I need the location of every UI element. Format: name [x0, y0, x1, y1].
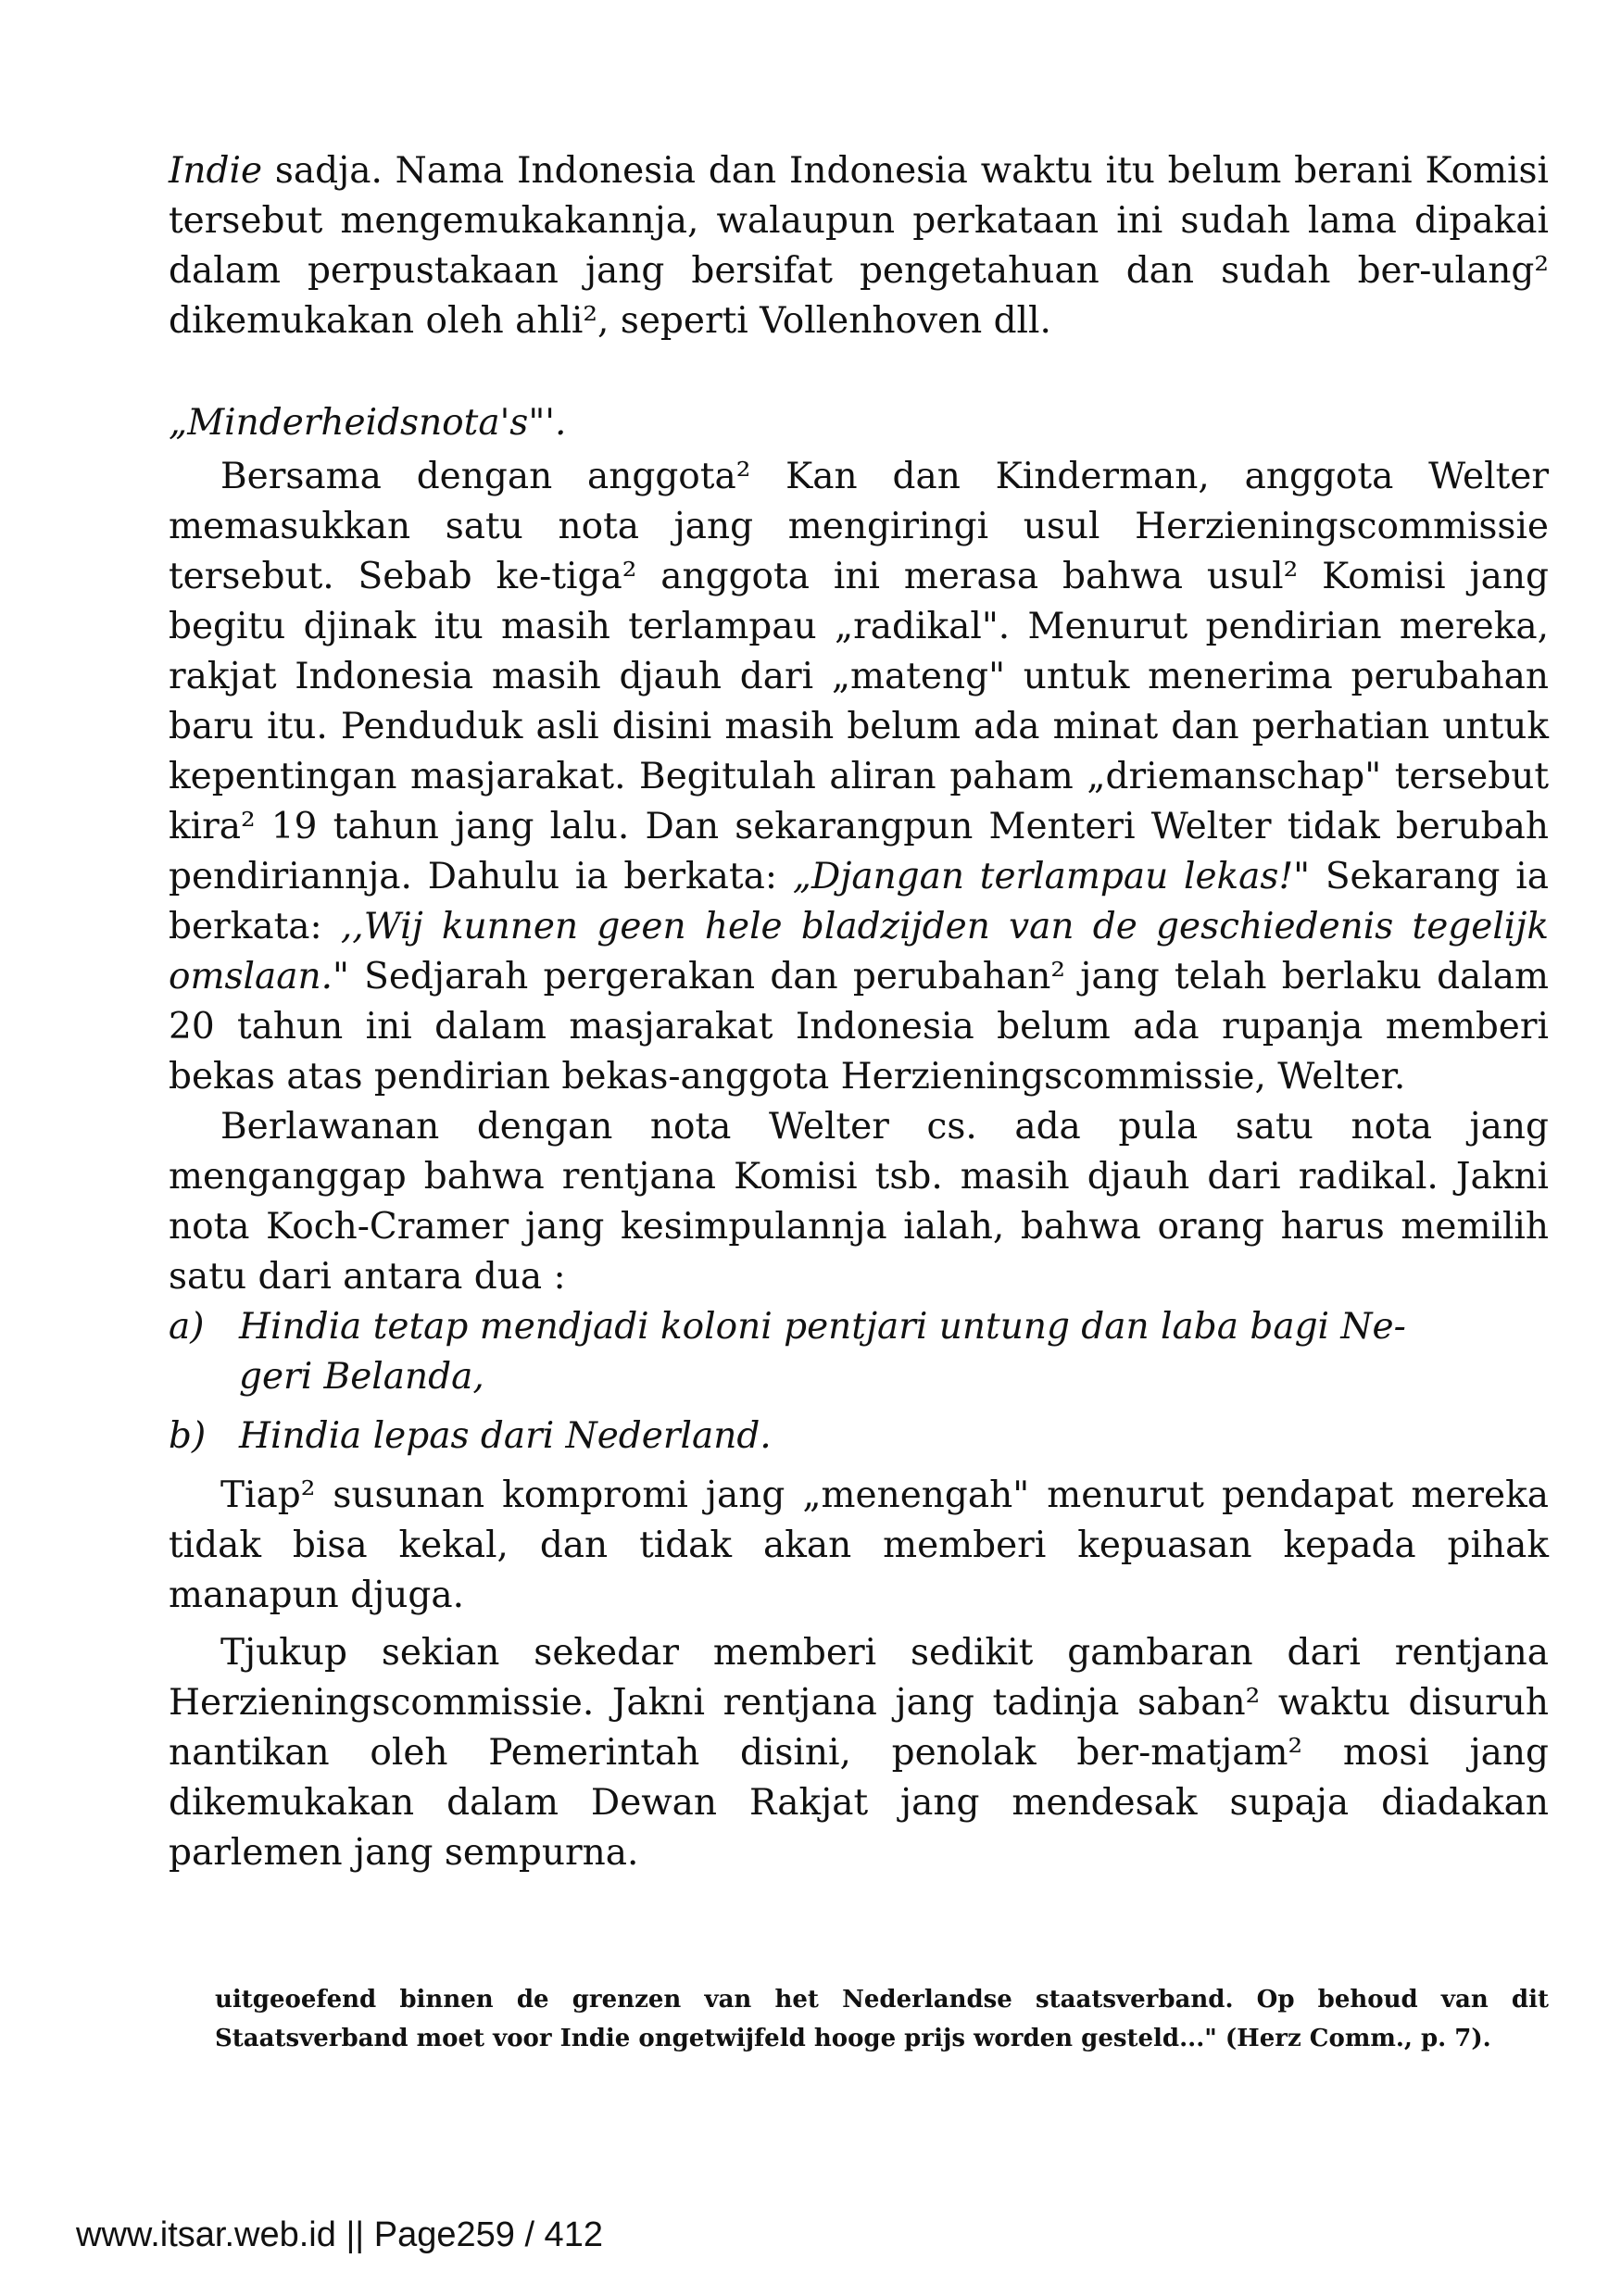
paragraph-2-tail: " Sedjarah pergerakan dan perubahan² jang telah berlaku dalam 20 tahun ini dalam masjarakat Indonesia belum ada rupanja memberi bekas atas pendirian bekas-anggota Herzieningscommissie, Welter.: [169, 956, 1549, 1098]
paragraph-4: Tiap² susunan kompromi jang „menengah" menurut pendapat mereka tidak bisa kekal, dan tidak akan memberi kepuasan kepada pihak manapun djuga.: [169, 1474, 1549, 1616]
list-content: [239, 1411, 1406, 1462]
paragraph-2: [169, 452, 1549, 1102]
page-footer: www.itsar.web.id || Page259 / 412: [76, 2215, 603, 2254]
section-heading: „Minderheidsnota's"'.: [169, 402, 567, 444]
paragraph-2-text: Bersama dengan anggota² Kan dan Kinderman, anggota Welter memasukkan satu nota jang mengiringi usul Herzieningscommissie tersebut. Sebab ke-tiga² anggota ini merasa bahwa usul² Komisi jang begitu djinak itu masih terlampau „radikal". Menurut pendirian mereka, rakjat Indonesia masih djauh dari „mateng" untuk menerima perubahan baru itu. Penduduk asli disini masih belum ada minat dan perhatian untuk kepentingan masjarakat. Begitulah aliran paham „driemanschap" tersebut kira² 19 tahun jang lalu. Dan sekarangpun Menteri Welter tidak berubah pendiriannja. Dahulu ia berkata:: [169, 456, 1549, 897]
paragraph-2-mid: " Sekarang ia berkata:: [169, 856, 1549, 947]
paragraph-1-text: sadja. Nama Indonesia dan Indonesia waktu itu belum berani Komisi tersebut mengemukakannja, walaupun perkataan ini sudah lama dipakai dalam perpustakaan jang bersifat pengetahuan dan sudah ber-ulang² dikemukakan oleh ahli², seperti Vollenhoven dll.: [169, 150, 1549, 342]
list-marker: a): [169, 1306, 205, 1348]
list-line: Hindia tetap mendjadi koloni pentjari untung dan laba bagi Ne-: [239, 1306, 1406, 1348]
paragraph-3: Berlawanan dengan nota Welter cs. ada pula satu nota jang menganggap bahwa rentjana Komisi tsb. masih djauh dari radikal. Jakni nota Koch-Cramer jang kesimpulannja ialah, bahwa orang harus memilih satu dari antara dua :: [169, 1106, 1549, 1298]
quote-1: „Djangan terlampau lekas!: [792, 856, 1294, 897]
list-item: [169, 1411, 1549, 1462]
paragraph-5: Tjukup sekian sekedar memberi sedikit gambaran dari rentjana Herzieningscommissie. Jakni rentjana jang tadinja saban² waktu disuruh nantikan oleh Pemerintah disini, penolak ber-matjam² mosi jang dikemukakan dalam Dewan Rakjat jang mendesak supaja diadakan parlemen jang sempurna.: [169, 1632, 1549, 1874]
list-line: geri Belanda,: [239, 1356, 484, 1398]
body-text: [169, 146, 1549, 1878]
list-content: [239, 1302, 1406, 1402]
paragraph-1: [169, 146, 1549, 346]
list-item: [169, 1302, 1549, 1402]
quote-2: ,,Wij kunnen geen hele bladzijden van de geschiedenis tegelijk omslaan.: [169, 906, 1549, 997]
list-marker: b): [169, 1415, 207, 1457]
list-line: Hindia lepas dari Nederland.: [239, 1415, 772, 1457]
footnote: uitgeoefend binnen de grenzen van het Nederlandse staatsverband. Op behoud van dit Staatsverband moet voor Indie ongetwijfeld hooge prijs worden gesteld..." (Herz Comm., p. 7).: [215, 1986, 1549, 2052]
italic-word: Indie: [169, 150, 263, 192]
